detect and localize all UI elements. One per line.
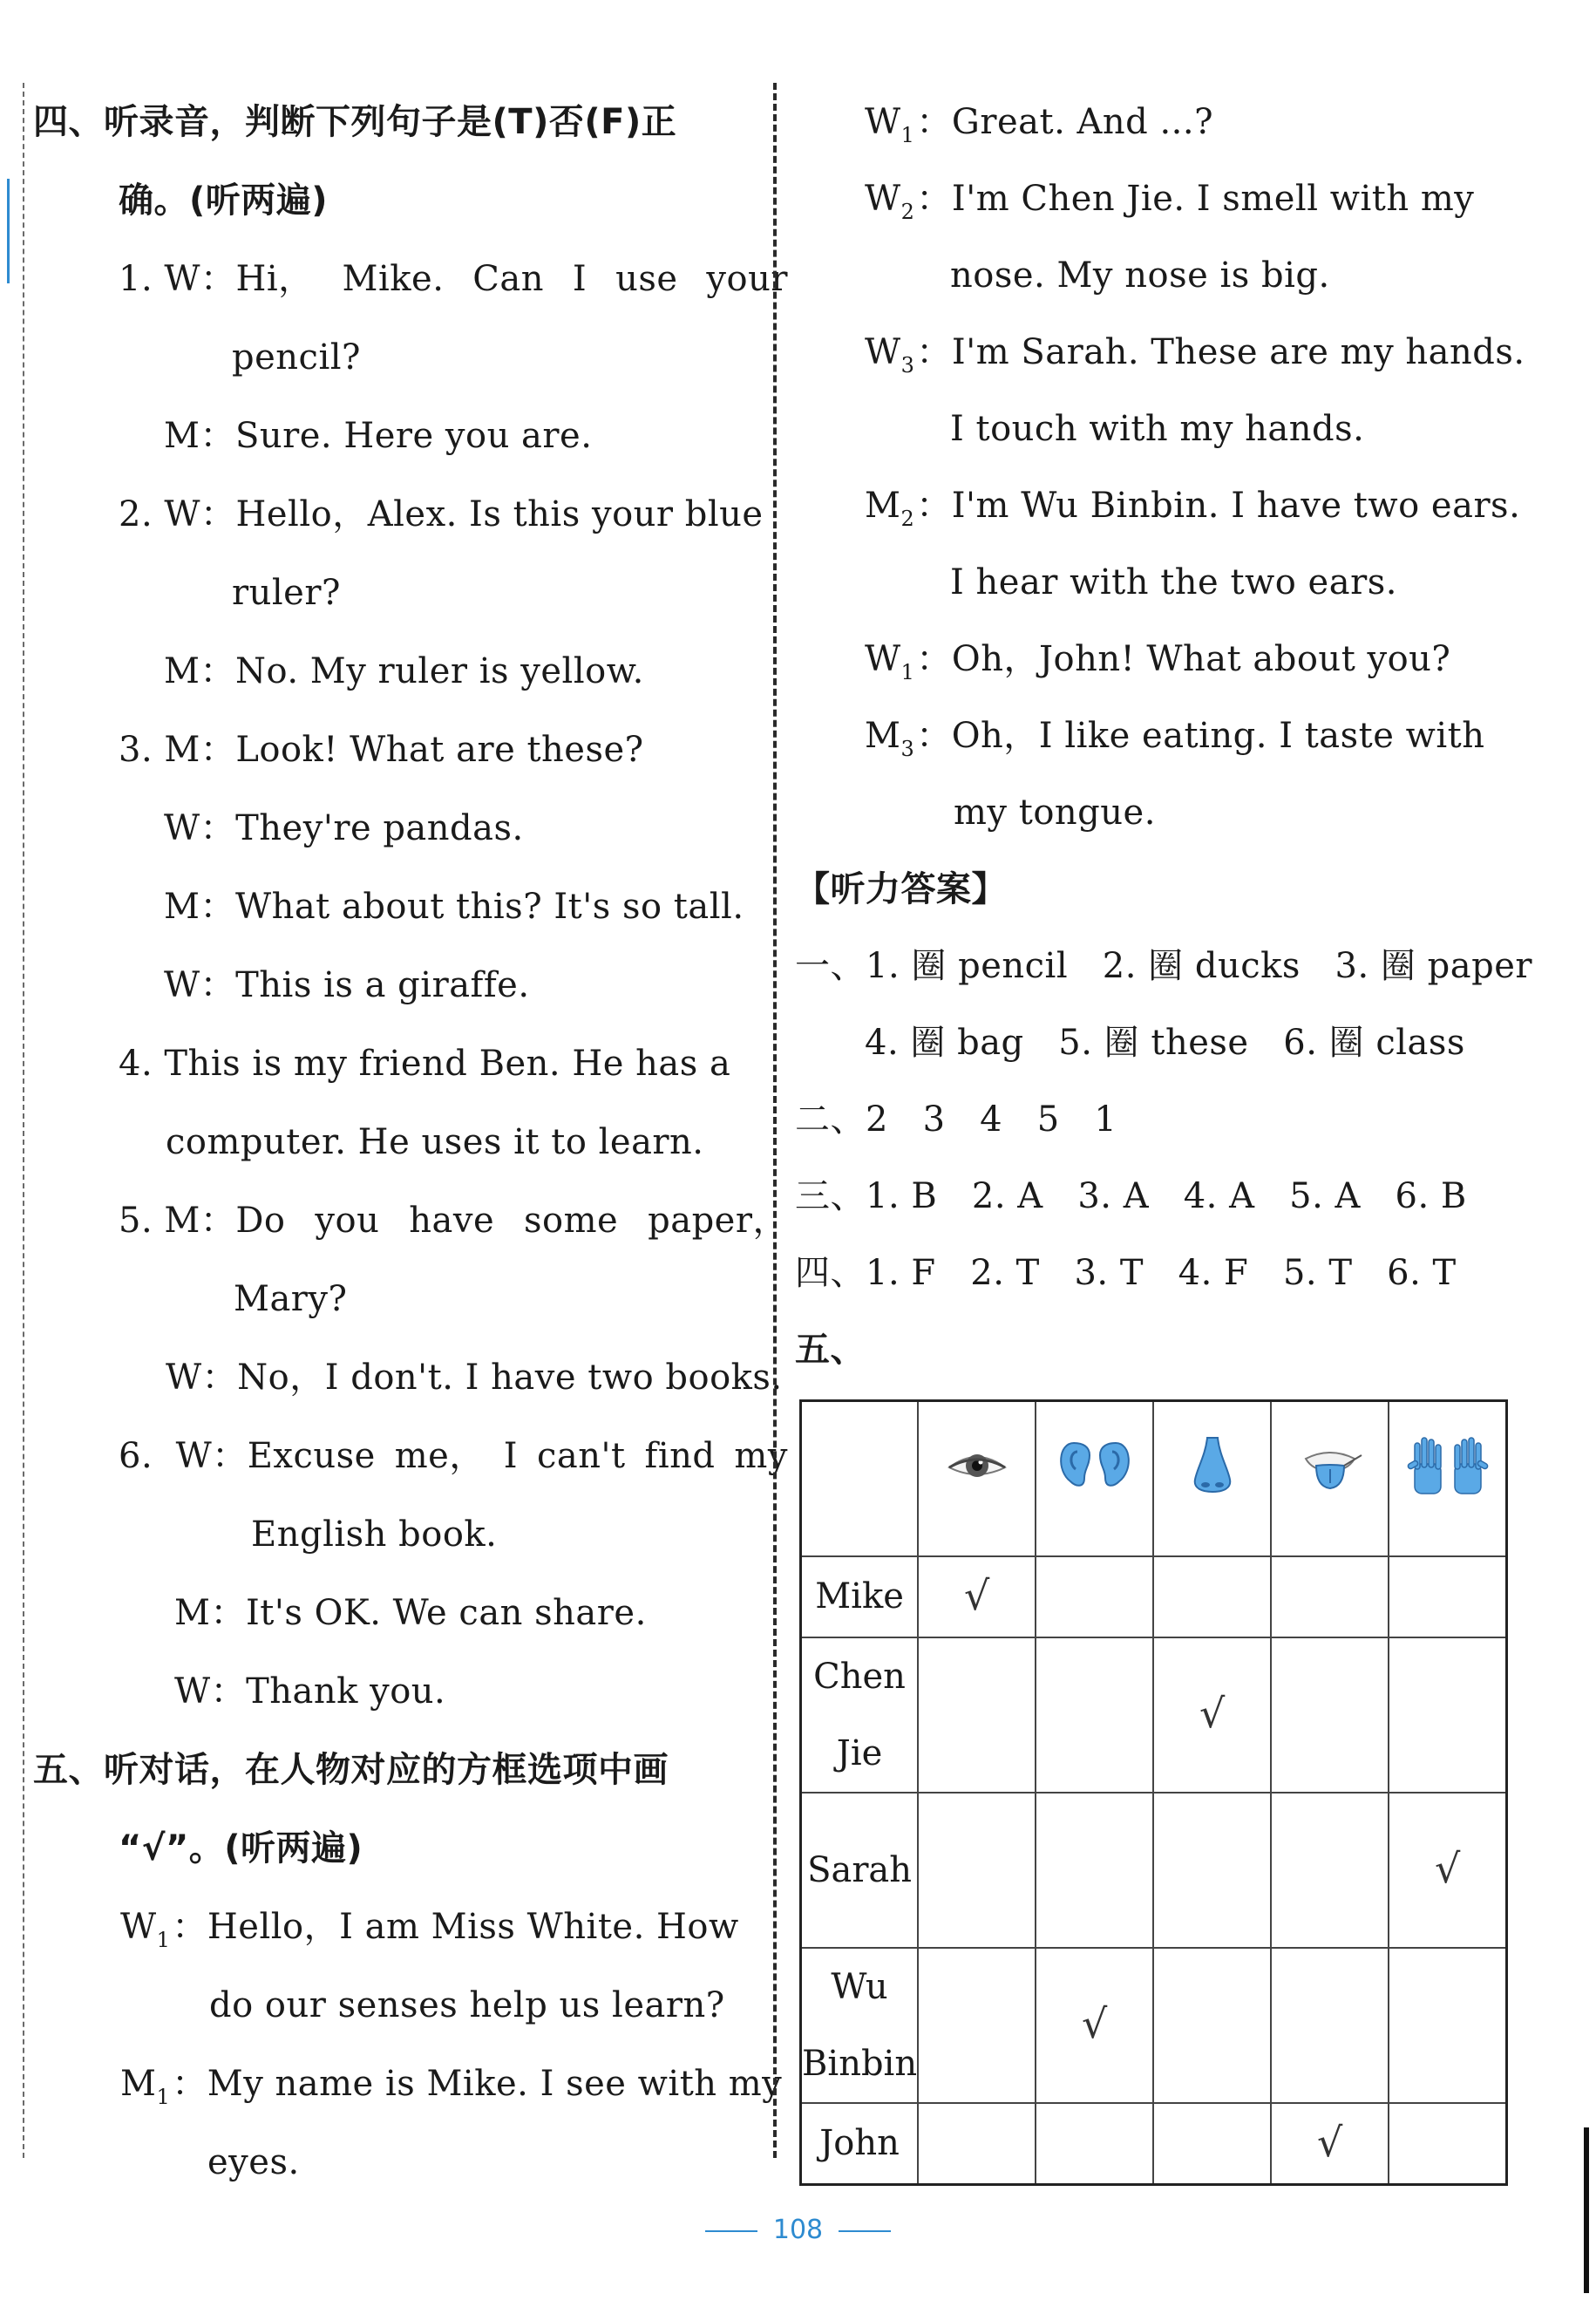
binding-dashed-line bbox=[23, 83, 24, 2158]
empty-cell bbox=[1036, 1556, 1153, 1637]
r-line: $M_3$：Oh，I like eating. I taste with bbox=[865, 716, 1485, 761]
r-line: $W_2$：I'm Chen Jie. I smell with my bbox=[865, 179, 1475, 224]
margin-color-mark bbox=[7, 179, 10, 283]
r-line: my tongue. bbox=[954, 793, 1156, 833]
dialog-line: ruler? bbox=[232, 573, 341, 613]
hands-icon bbox=[1404, 1426, 1491, 1504]
dialog-line: W：This is a giraffe. bbox=[164, 965, 530, 1005]
nose-icon bbox=[1169, 1426, 1256, 1504]
dialog-line: M：What about this? It's so tall. bbox=[164, 887, 744, 927]
icon-header-row bbox=[801, 1401, 1507, 1556]
empty-cell bbox=[1271, 1948, 1389, 2103]
empty-cell bbox=[918, 2103, 1036, 2185]
answers-heading: 【听力答案】 bbox=[795, 869, 1007, 909]
check-cell: √ bbox=[1036, 1948, 1153, 2103]
ears-icon bbox=[1051, 1426, 1138, 1504]
empty-cell bbox=[1271, 1637, 1389, 1793]
r-line: nose. My nose is big. bbox=[950, 255, 1330, 296]
scan-edge-mark bbox=[1584, 2127, 1589, 2293]
table-row bbox=[801, 2103, 1507, 2185]
page-footer bbox=[0, 2215, 1596, 2245]
dialog-line-6: 6. W：Excuse me， I can't find my bbox=[119, 1436, 788, 1476]
dialog-line: W：Thank you. bbox=[174, 1671, 446, 1712]
dialog-line: computer. He uses it to learn. bbox=[166, 1122, 704, 1162]
section4-title-line2: 确。(听两遍) bbox=[119, 180, 329, 221]
dialog-line: 2. W：Hello，Alex. Is this your blue bbox=[119, 494, 764, 534]
check-cell: √ bbox=[1271, 2103, 1389, 2185]
footer-dash bbox=[705, 2230, 757, 2232]
r-line: I touch with my hands. bbox=[950, 409, 1365, 449]
tongue-icon bbox=[1287, 1426, 1374, 1504]
empty-cell bbox=[1036, 2103, 1153, 2185]
dialog-line: 3. M：Look! What are these? bbox=[119, 730, 644, 770]
empty-cell bbox=[1389, 1556, 1507, 1637]
answer-1-line2: 4. 圈 bag 5. 圈 these 6. 圈 class bbox=[865, 1023, 1465, 1063]
page-number: 108 bbox=[772, 2215, 824, 2245]
hands-header bbox=[1389, 1401, 1507, 1556]
dialog-line: W：No，I don't. I have two books. bbox=[166, 1358, 783, 1398]
r-line: $W_3$：I'm Sarah. These are my hands. bbox=[865, 332, 1525, 378]
section5-title-line2: “√”。(听两遍) bbox=[119, 1828, 363, 1868]
check-cell: √ bbox=[918, 1556, 1036, 1637]
dialog-line: W：They're pandas. bbox=[164, 808, 524, 848]
dialog-line: pencil? bbox=[232, 337, 361, 378]
dialog-line: M：It's OK. We can share. bbox=[174, 1593, 647, 1633]
empty-cell bbox=[1389, 2103, 1507, 2185]
s5-line: $W_1$：Hello，I am Miss White. How bbox=[120, 1907, 739, 1952]
s5-line: $M_1$：My name is Mike. I see with my bbox=[120, 2064, 783, 2109]
r-line: $W_1$：Oh，John! What about you? bbox=[865, 639, 1451, 684]
row-name-john: John bbox=[801, 2103, 919, 2185]
dialog-line: M：No. My ruler is yellow. bbox=[164, 651, 644, 691]
corner-cell bbox=[801, 1401, 919, 1556]
row-name-wu-binbin: Wu Binbin bbox=[801, 1948, 919, 2103]
answer-4: 四、1. F 2. T 3. T 4. F 5. T 6. T bbox=[795, 1253, 1457, 1293]
empty-cell bbox=[1389, 1637, 1507, 1793]
table-row bbox=[801, 1793, 1507, 1948]
nose-header bbox=[1153, 1401, 1271, 1556]
empty-cell bbox=[1153, 1556, 1271, 1637]
r-line: I hear with the two ears. bbox=[950, 562, 1397, 602]
empty-cell bbox=[1153, 2103, 1271, 2185]
dialog-line: M：Sure. Here you are. bbox=[164, 416, 593, 456]
table-row bbox=[801, 1948, 1507, 2103]
empty-cell bbox=[1153, 1948, 1271, 2103]
ears-header bbox=[1036, 1401, 1153, 1556]
empty-cell bbox=[1389, 1948, 1507, 2103]
check-cell: √ bbox=[1153, 1637, 1271, 1793]
dialog-line: 4. This is my friend Ben. He has a bbox=[119, 1044, 731, 1084]
empty-cell bbox=[1153, 1793, 1271, 1948]
r-line: $M_2$：I'm Wu Binbin. I have two ears. bbox=[865, 486, 1521, 531]
answer-1-line1: 一、1. 圈 pencil 2. 圈 ducks 3. 圈 paper bbox=[795, 946, 1532, 986]
tongue-header bbox=[1271, 1401, 1389, 1556]
r-line: $W_1$：Great. And ...? bbox=[865, 102, 1214, 147]
section5-title-line1: 五、听对话，在人物对应的方框选项中画 bbox=[33, 1750, 669, 1790]
table-row bbox=[801, 1637, 1507, 1793]
empty-cell bbox=[1271, 1793, 1389, 1948]
empty-cell bbox=[1036, 1637, 1153, 1793]
dialog-line-1: 1. W：Hi， Mike. Can I use your bbox=[119, 259, 788, 299]
empty-cell bbox=[1036, 1793, 1153, 1948]
empty-cell bbox=[918, 1637, 1036, 1793]
senses-table bbox=[799, 1399, 1508, 2186]
column-divider bbox=[773, 83, 777, 2158]
dialog-line: Mary? bbox=[234, 1279, 348, 1319]
row-name-sarah: Sarah bbox=[801, 1793, 919, 1948]
dialog-line: English book. bbox=[251, 1514, 498, 1555]
answer-3: 三、1. B 2. A 3. A 4. A 5. A 6. B bbox=[795, 1176, 1467, 1216]
eye-icon bbox=[934, 1426, 1021, 1504]
empty-cell bbox=[1271, 1556, 1389, 1637]
answer-5-label: 五、 bbox=[795, 1330, 866, 1370]
answer-2: 二、2 3 4 5 1 bbox=[795, 1099, 1117, 1140]
table-row bbox=[801, 1556, 1507, 1637]
eye-header bbox=[918, 1401, 1036, 1556]
row-name-mike: Mike bbox=[801, 1556, 919, 1637]
check-cell: √ bbox=[1389, 1793, 1507, 1948]
row-name-chen-jie: Chen Jie bbox=[801, 1637, 919, 1793]
empty-cell bbox=[918, 1948, 1036, 2103]
dialog-line-5: 5. M：Do you have some paper， bbox=[119, 1201, 788, 1241]
s5-line: do our senses help us learn? bbox=[209, 1985, 725, 2025]
s5-line: eyes. bbox=[207, 2142, 300, 2182]
section4-title-line1: 四、听录音，判断下列句子是(T)否(F)正 bbox=[33, 102, 677, 142]
footer-dash bbox=[839, 2230, 891, 2232]
empty-cell bbox=[918, 1793, 1036, 1948]
